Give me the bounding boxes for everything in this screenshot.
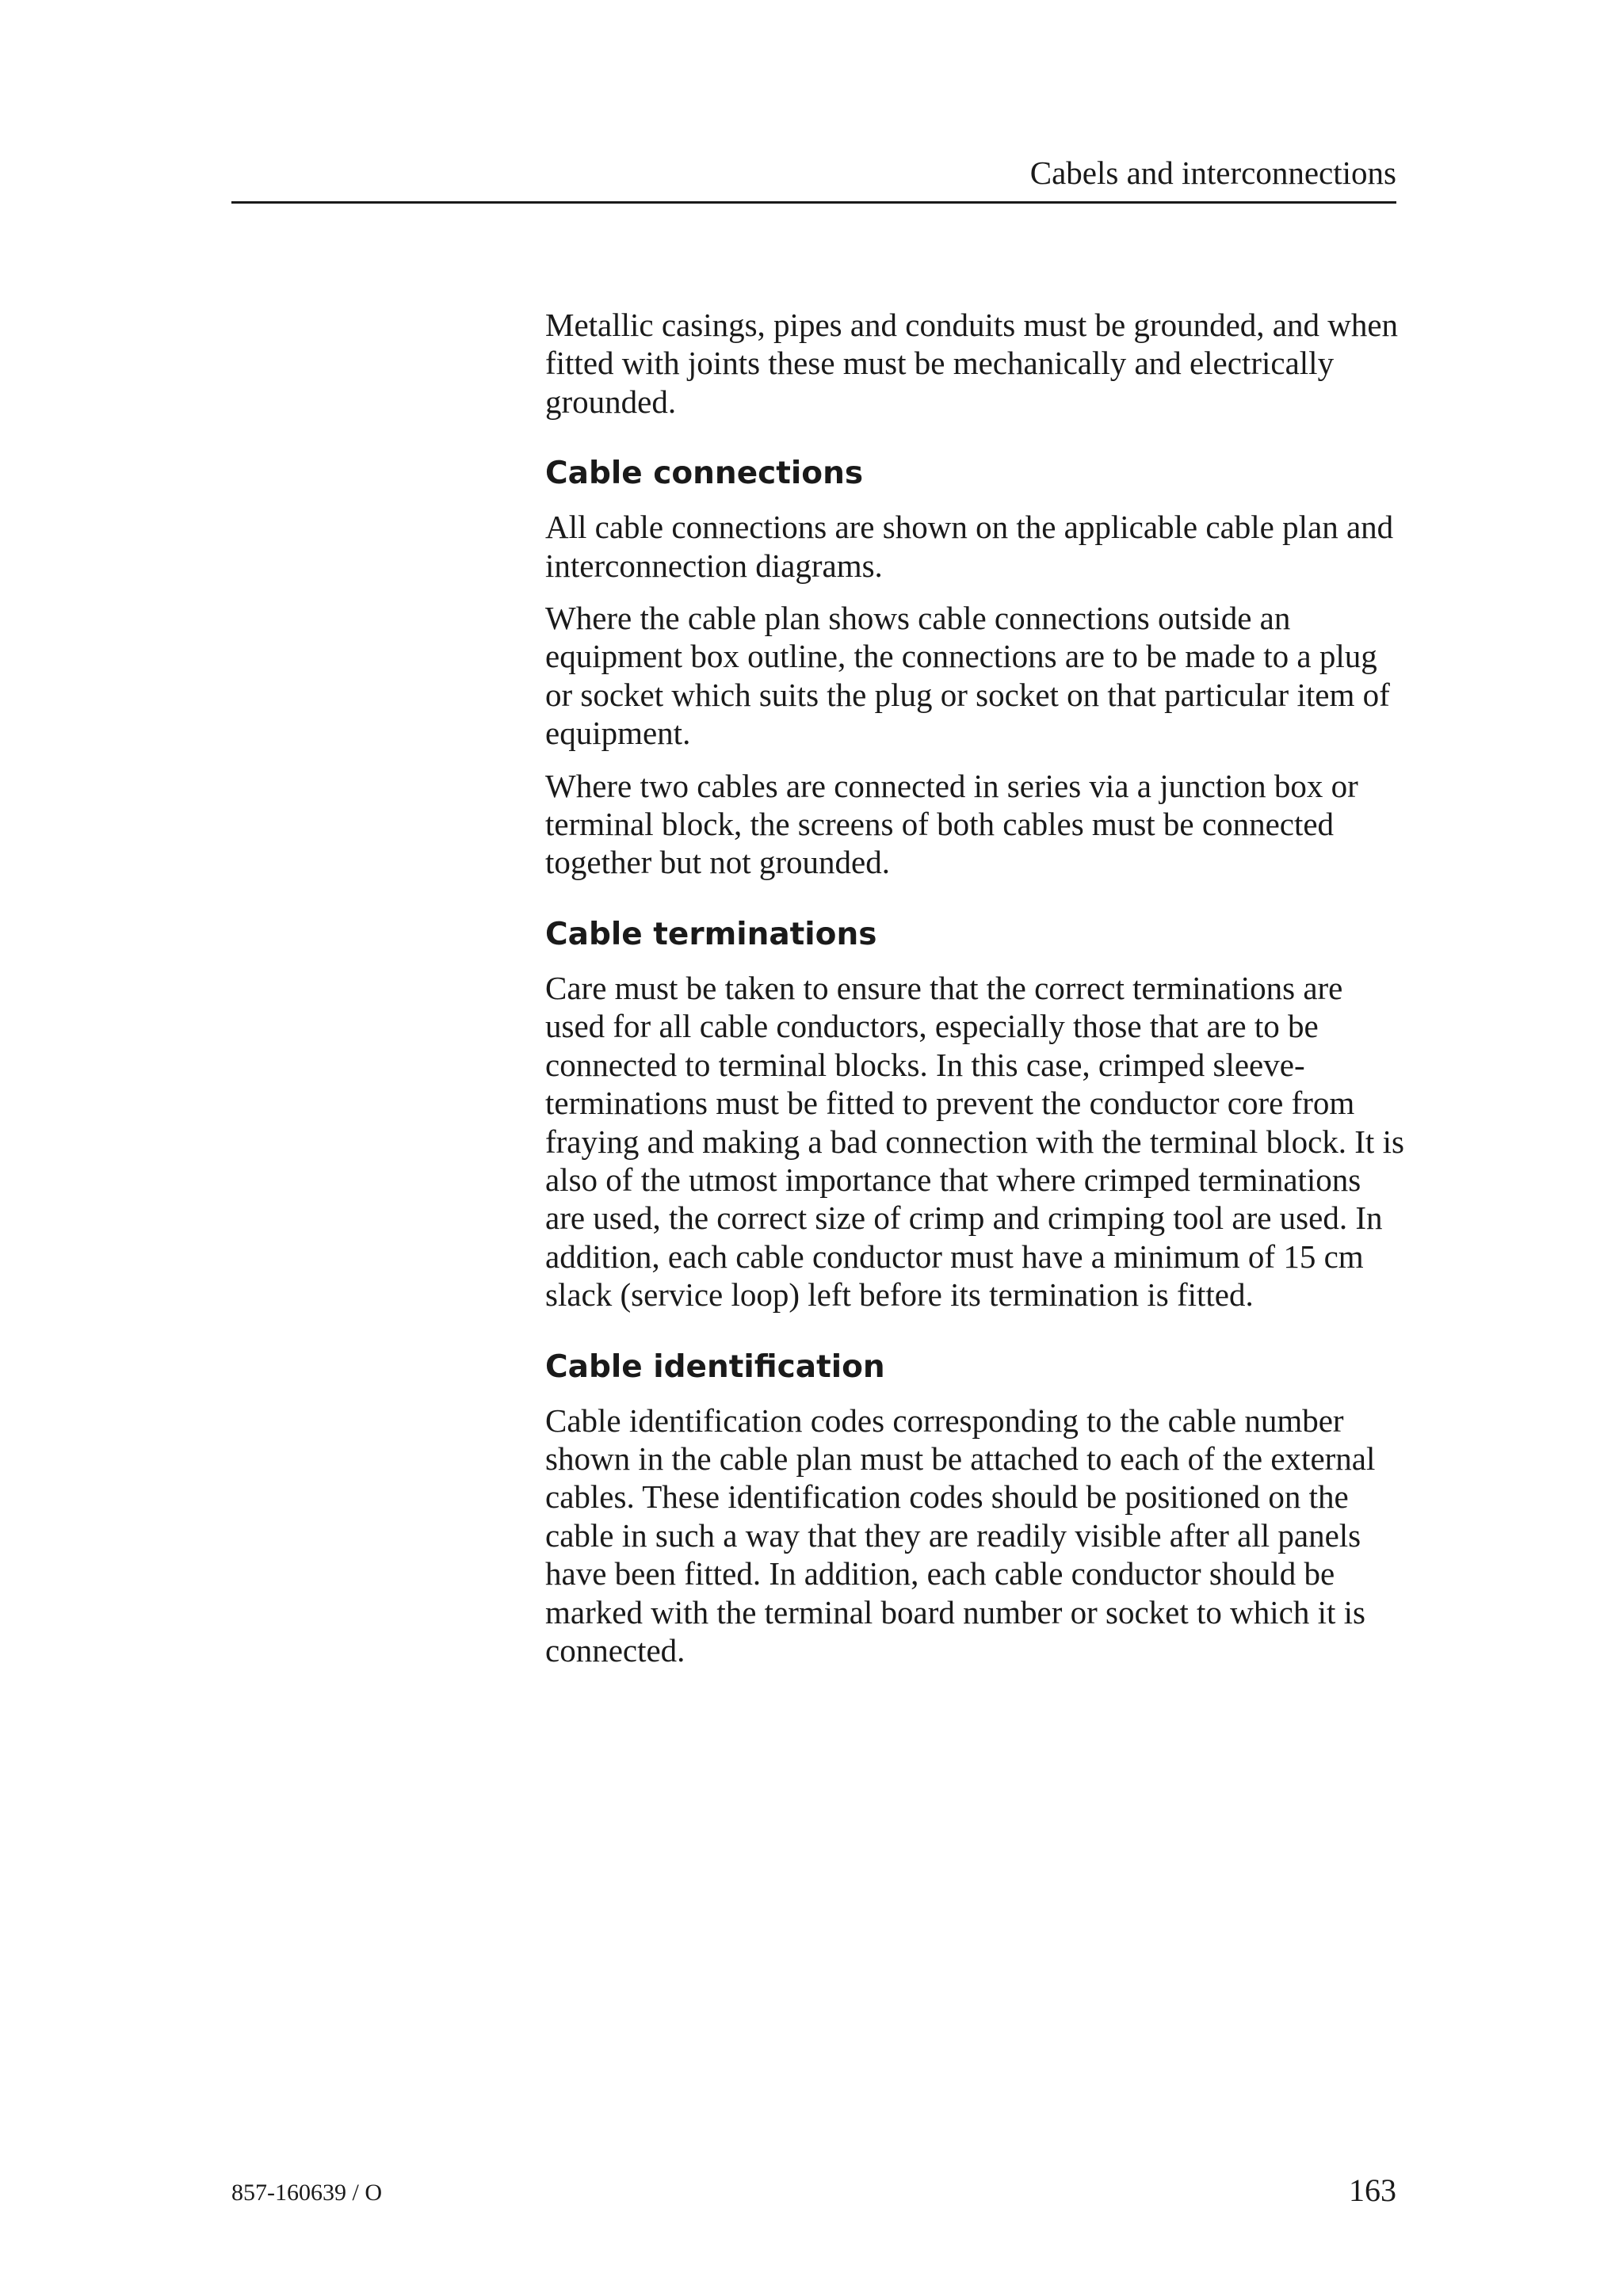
section-heading: Cable terminations <box>545 916 877 952</box>
running-header <box>231 155 1396 204</box>
section-cable-connections <box>545 456 1405 882</box>
section-cable-identification <box>545 1349 1405 1670</box>
header-title: Cabels and interconnections <box>1029 154 1396 191</box>
body-paragraph: Where two cables are connected in series via a junction box or terminal block, the screens of both cables must be connected together but not grounded. <box>545 767 1358 881</box>
section-heading: Cable identification <box>545 1348 885 1385</box>
page-content <box>545 306 1405 1704</box>
intro-paragraph: Metallic casings, pipes and conduits must be grounded, and when fitted with joints these must be mechanically and electrically grounded. <box>545 307 1399 420</box>
body-paragraph: All cable connections are shown on the applicable cable plan and interconnection diagrams. <box>545 509 1394 584</box>
footer-document-number: 857-160639 / O <box>231 2180 382 2206</box>
body-paragraph: Cable identification codes corresponding to the cable number shown in the cable plan must be attached to each of the external cables. These identification codes should be positioned on the cable in such a way that they are readily visible after all panels have been fitted. In addition, each cable conductor should be marked with the terminal board number or socket to which it is connected. <box>545 1402 1376 1669</box>
section-heading: Cable connections <box>545 456 864 492</box>
body-paragraph: Care must be taken to ensure that the correct terminations are used for all cable conductors, especially those that are to be connected to terminal blocks. In this case, crimped sleeve-terminations must be fitted to prevent the conductor core from fraying and making a bad connection with the terminal block. It is also of the utmost importance that where crimped terminations are used, the correct size of crimp and crimping tool are used. In addition, each cable conductor must have a minimum of 15 cm slack (service loop) left before its termination is fitted. <box>545 969 1404 1314</box>
footer-page-number: 163 <box>1349 2172 1396 2208</box>
body-paragraph: Where the cable plan shows cable connections outside an equipment box outline, the connections are to be made to a plug or socket which suits the plug or socket on that particular item of equipment. <box>545 600 1390 752</box>
section-cable-terminations <box>545 917 1405 1314</box>
